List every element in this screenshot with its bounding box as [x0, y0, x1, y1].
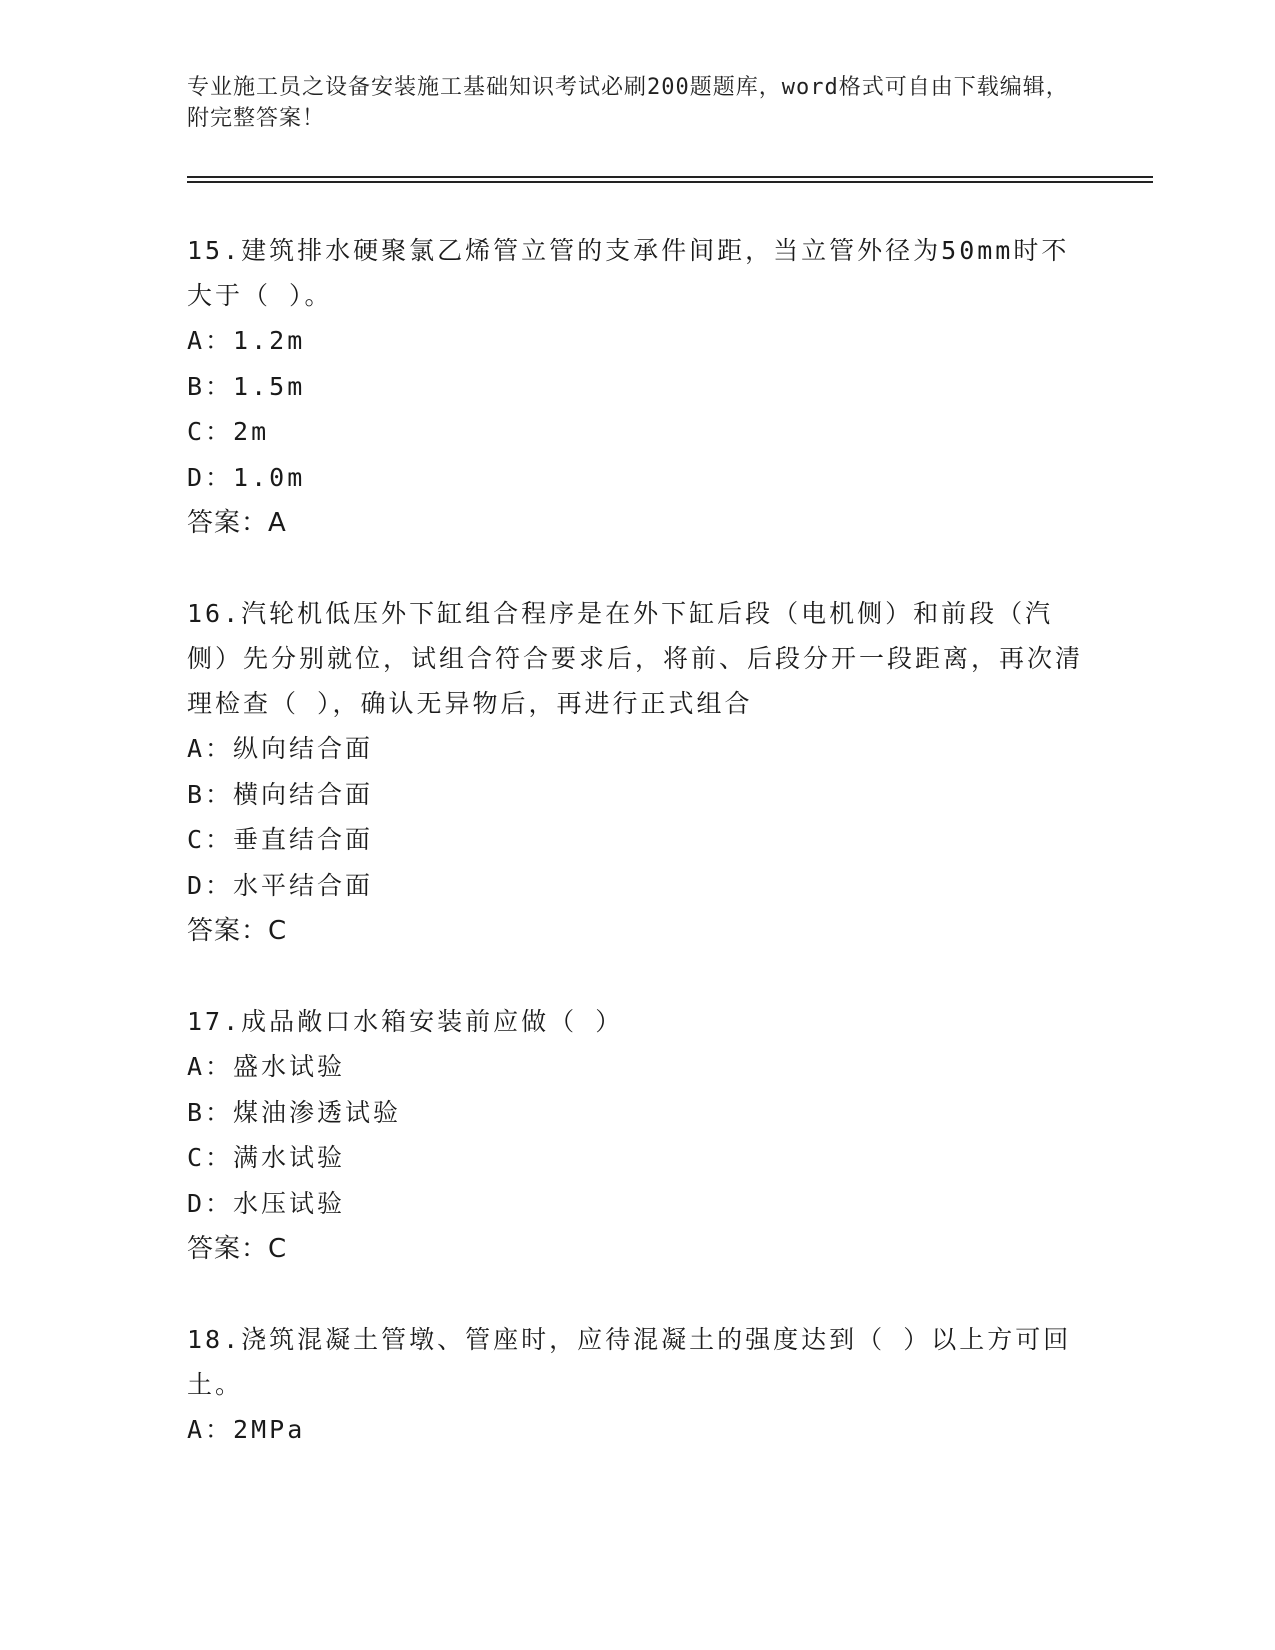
option-a: A：1.2m: [187, 326, 306, 355]
question-stem: 17.成品敞口水箱安装前应做（ ）: [187, 1007, 624, 1036]
question-stem: 15.建筑排水硬聚氯乙烯管立管的支承件间距，当立管外径为50mm时不大于（ ）。: [187, 236, 1070, 310]
option-a: A：2MPa: [187, 1415, 306, 1444]
question-16: [187, 591, 1087, 954]
option-b: B：横向结合面: [187, 779, 374, 809]
question-list: [187, 228, 1087, 1498]
option-d: D：水平结合面: [187, 870, 374, 900]
option-b: B：1.5m: [187, 371, 306, 401]
option-c: C：2m: [187, 417, 270, 446]
option-a: A：纵向结合面: [187, 734, 374, 763]
option-b: B：煤油渗透试验: [187, 1097, 402, 1127]
header-rule-top: [187, 176, 1153, 178]
option-c: C：垂直结合面: [187, 825, 374, 854]
question-15: [187, 228, 1087, 546]
answer-line: 答案：C: [187, 916, 288, 946]
option-d: D：水压试验: [187, 1188, 346, 1218]
header-rule-bottom: [187, 181, 1153, 183]
question-stem: 16.汽轮机低压外下缸组合程序是在外下缸后段（电机侧）和前段（汽侧）先分别就位，试组合符合要求后，将前、后段分开一段距离，再次清理检查（ ），确认无异物后，再进行正式组合: [187, 599, 1084, 718]
document-header: 专业施工员之设备安装施工基础知识考试必刷200题题库，word格式可自由下载编辑，附完整答案！: [187, 75, 1069, 131]
question-stem: 18.浇筑混凝土管墩、管座时，应待混凝土的强度达到（ ）以上方可回土。: [187, 1325, 1072, 1399]
option-c: C：满水试验: [187, 1143, 346, 1172]
question-18: [187, 1317, 1087, 1453]
answer-line: 答案：C: [187, 1234, 288, 1264]
option-d: D：1.0m: [187, 462, 306, 492]
answer-line: 答案：A: [187, 508, 287, 538]
option-a: A：盛水试验: [187, 1052, 346, 1081]
question-17: [187, 999, 1087, 1272]
